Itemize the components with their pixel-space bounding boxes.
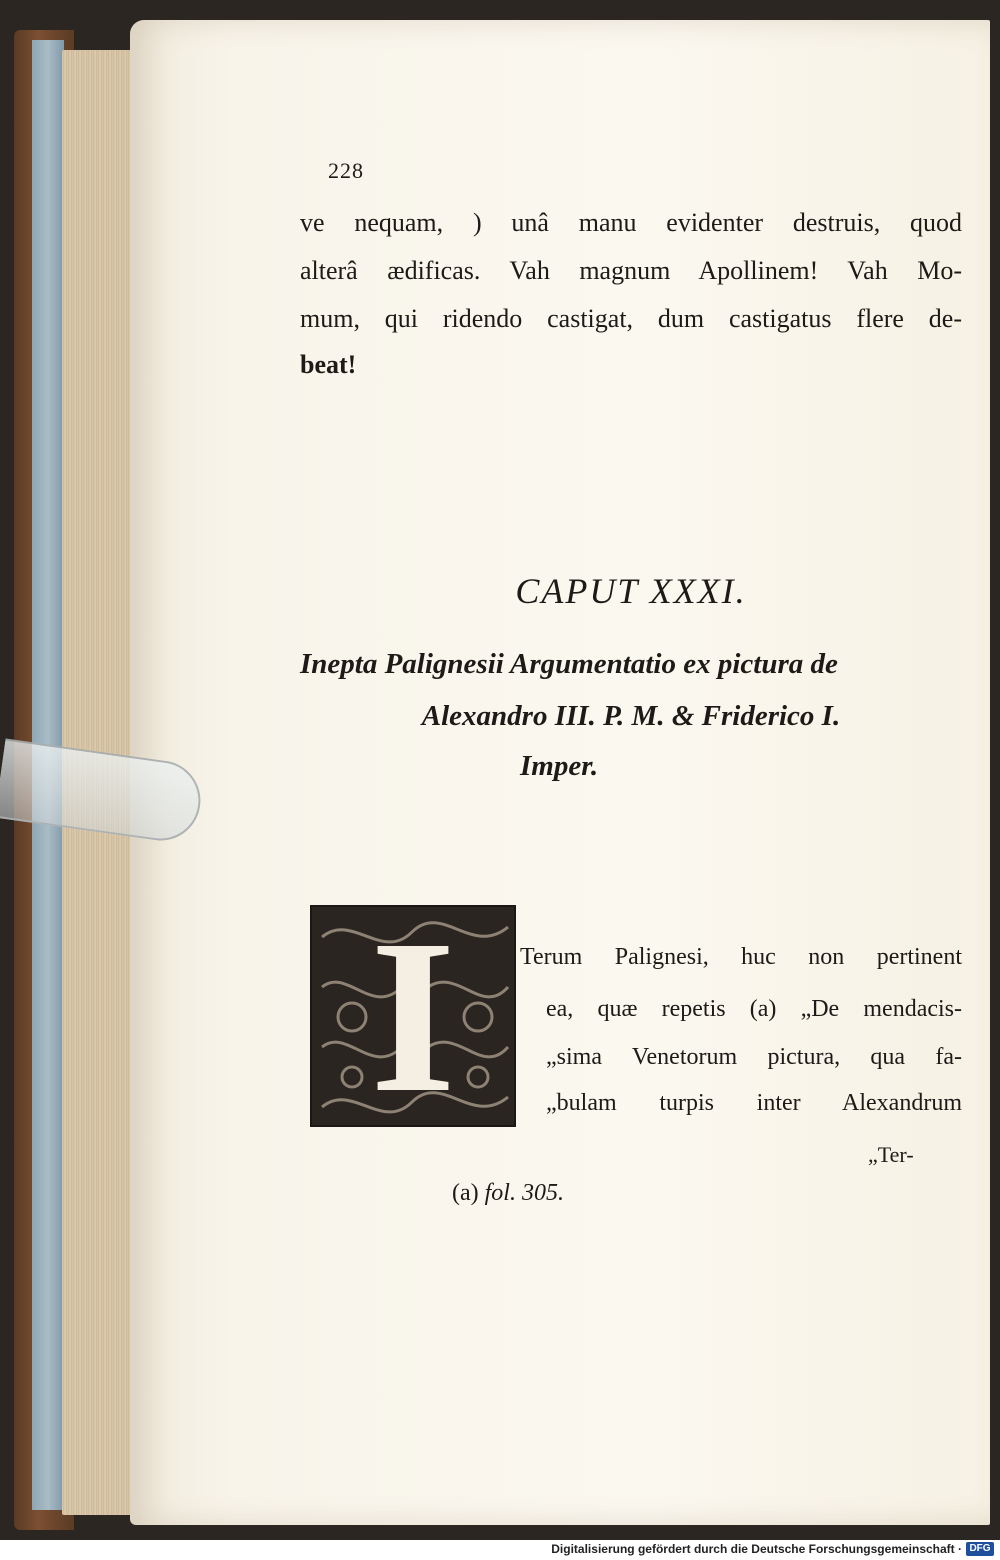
ornamental-dropcap bbox=[310, 905, 516, 1127]
body-line-2: alterâ ædificas. Vah magnum Apollinem! Vah Mo- bbox=[300, 256, 962, 285]
footnote bbox=[452, 1180, 564, 1207]
footnote-text: fol. 305. bbox=[484, 1180, 564, 1206]
chapter-heading: CAPUT XXXI. bbox=[515, 571, 747, 611]
paragraph-line-4: „bulam turpis inter Alexandrum bbox=[546, 1090, 962, 1116]
page-number: 228 bbox=[328, 158, 364, 183]
dropcap-letter: I bbox=[370, 905, 456, 1127]
footer-credit: Digitalisierung gefördert durch die Deutsche Forschungsgemeinschaft · bbox=[551, 1542, 962, 1556]
body-line-1: ve nequam, ) unâ manu evidenter destruis, quod bbox=[300, 208, 962, 237]
paragraph-line-3: „sima Venetorum pictura, qua fa- bbox=[546, 1044, 962, 1070]
chapter-subtitle-line-1: Inepta Palignesii Argumentatio ex pictura de bbox=[300, 648, 838, 680]
chapter-subtitle-line-2: Alexandro III. P. M. & Friderico I. bbox=[421, 700, 841, 732]
catchword: „Ter- bbox=[868, 1142, 914, 1167]
footnote-marker: (a) bbox=[452, 1180, 479, 1206]
paragraph-line-1: Terum Palignesi, huc non pertinent bbox=[520, 944, 962, 970]
body-line-4: beat! bbox=[300, 350, 357, 379]
paragraph-line-2: ea, quæ repetis (a) „De mendacis- bbox=[546, 996, 962, 1022]
chapter-subtitle-line-3: Imper. bbox=[520, 750, 599, 782]
body-line-3: mum, qui ridendo castigat, dum castigatus flere de- bbox=[300, 304, 962, 333]
dfg-logo: DFG bbox=[966, 1542, 994, 1556]
